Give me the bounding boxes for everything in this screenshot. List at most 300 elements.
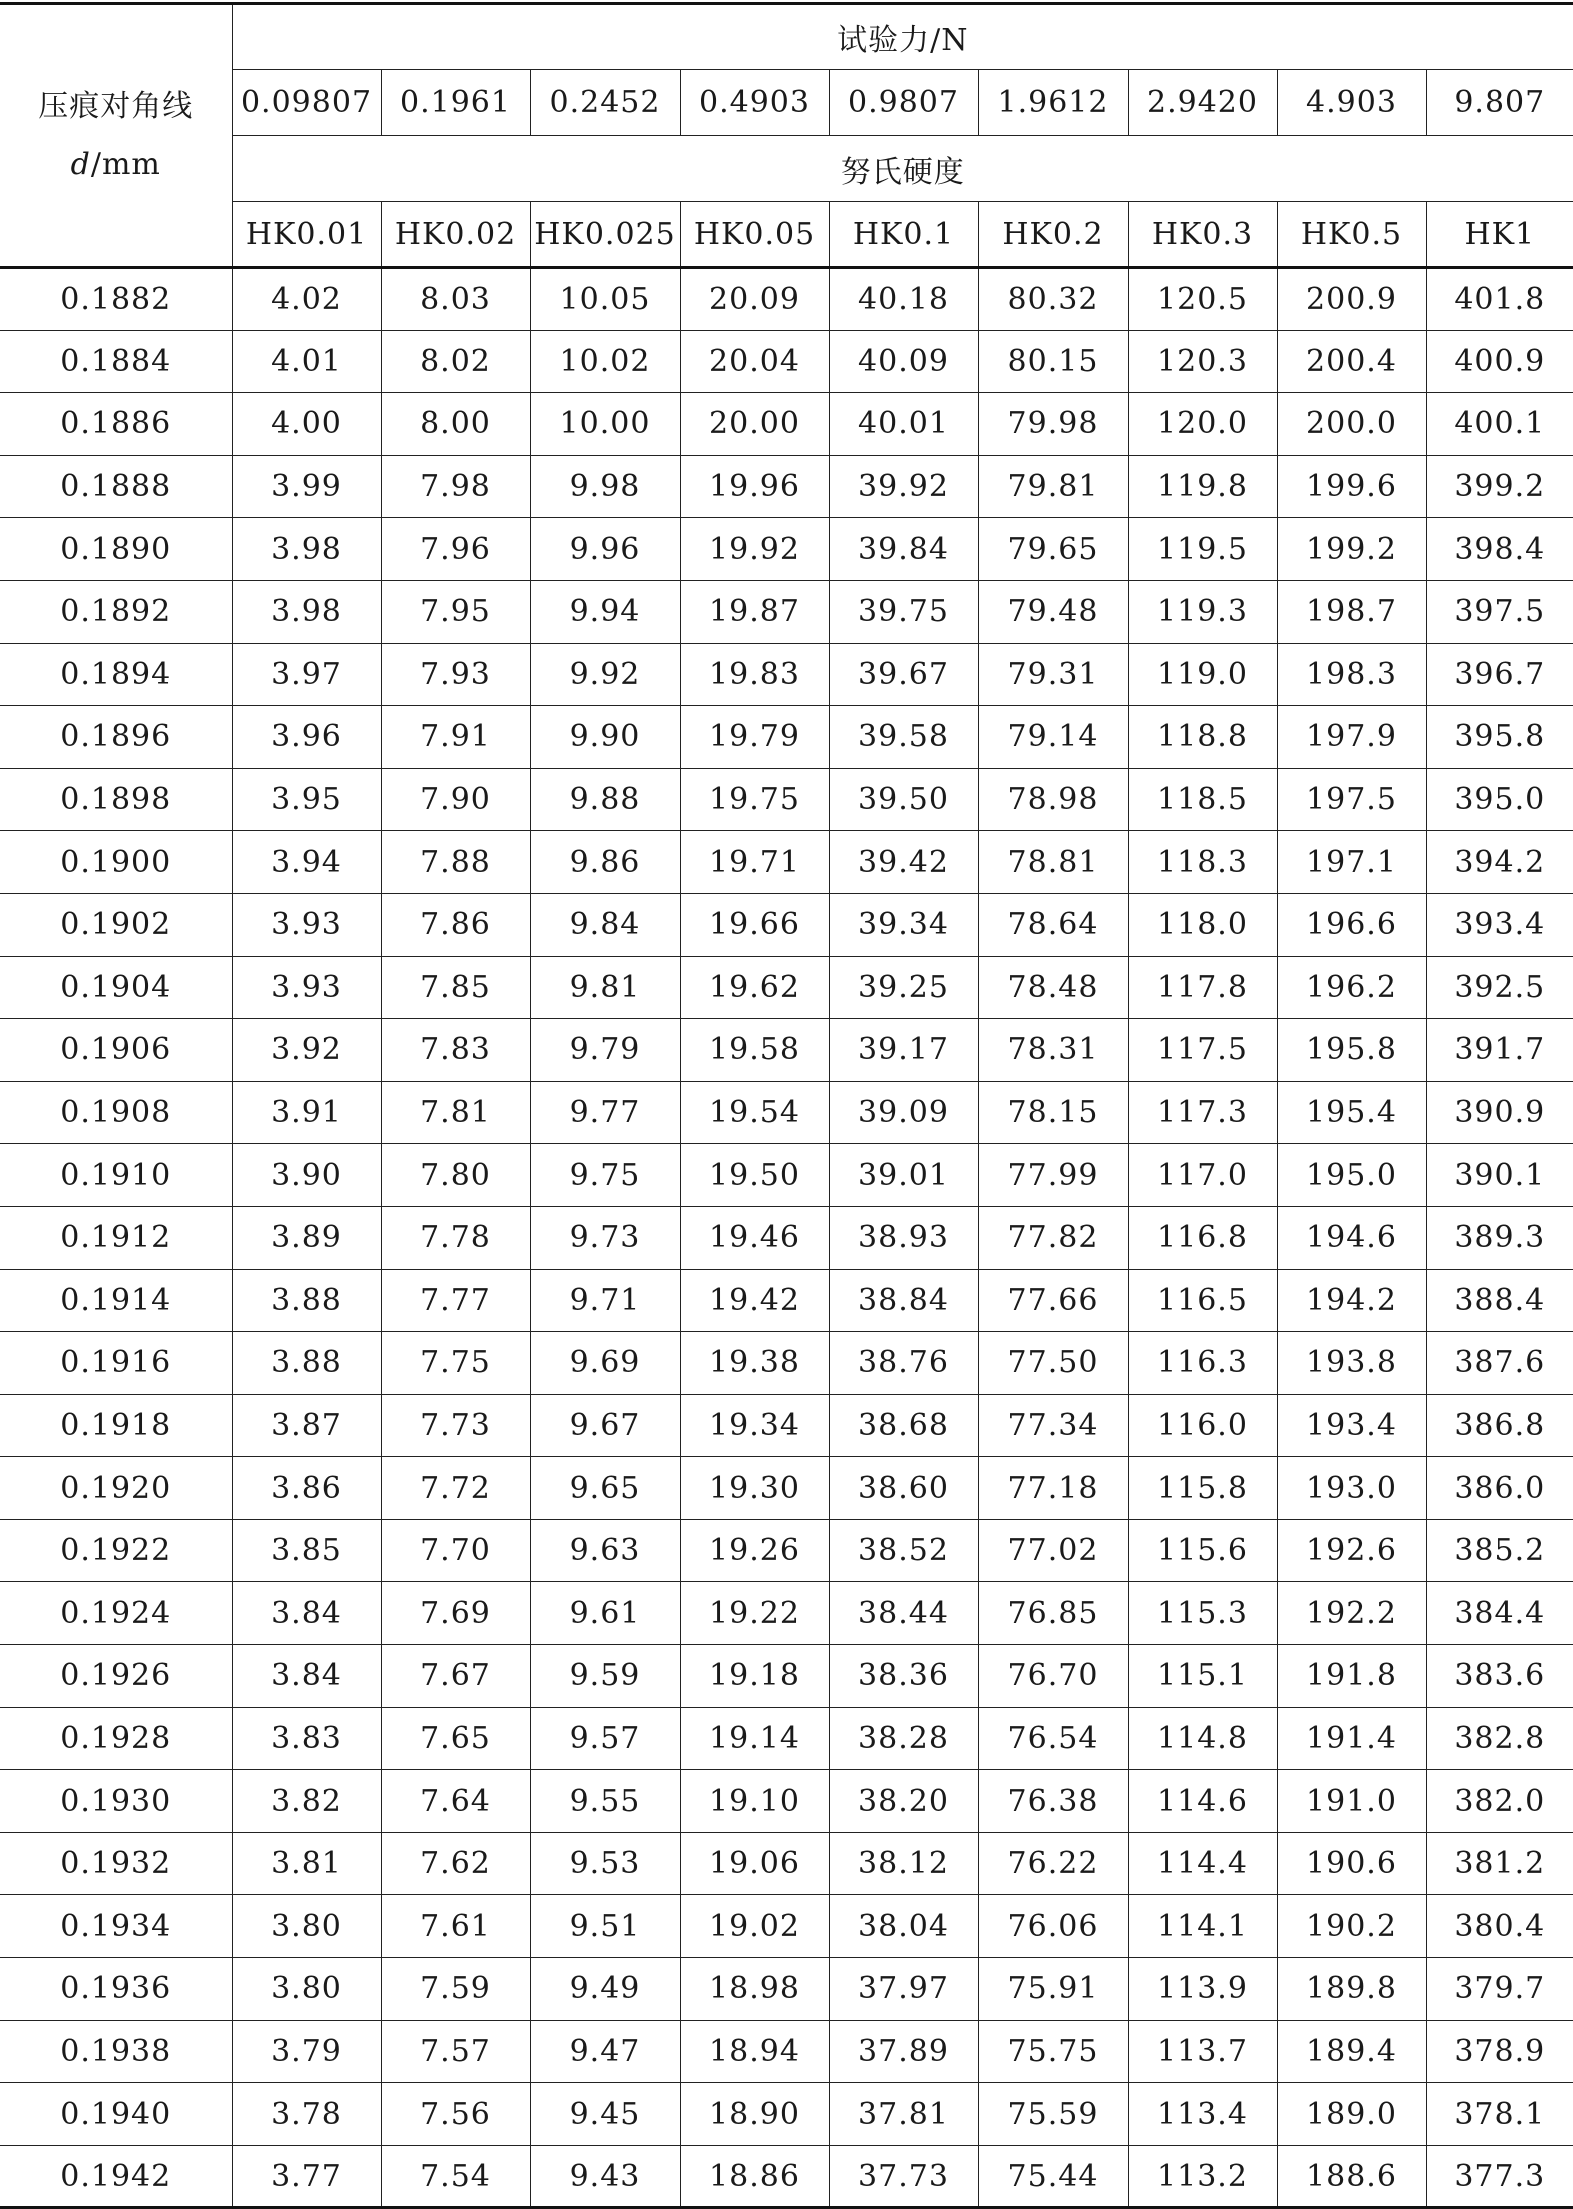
hardness-value-cell: 79.98: [978, 393, 1128, 456]
hardness-value-cell: 9.90: [530, 706, 680, 769]
hardness-value-cell: 195.8: [1277, 1019, 1426, 1082]
hardness-value-cell: 9.84: [530, 893, 680, 956]
table-row: [0, 1269, 1573, 1332]
hardness-value-cell: 7.65: [381, 1707, 530, 1770]
hardness-value-cell: 8.00: [381, 393, 530, 456]
hardness-value-cell: 19.22: [680, 1582, 829, 1645]
hardness-value-cell: 18.98: [680, 1958, 829, 2021]
table-row: [0, 518, 1573, 581]
hardness-value-cell: 79.14: [978, 706, 1128, 769]
hardness-value-cell: 20.04: [680, 330, 829, 393]
hardness-value-cell: 200.4: [1277, 330, 1426, 393]
hardness-value-cell: 7.95: [381, 580, 530, 643]
hardness-value-cell: 76.54: [978, 1707, 1128, 1770]
table-row: [0, 2145, 1573, 2208]
hardness-value-cell: 120.3: [1128, 330, 1277, 393]
hardness-value-cell: 188.6: [1277, 2145, 1426, 2208]
hardness-value-cell: 19.71: [680, 831, 829, 894]
hardness-value-cell: 75.44: [978, 2145, 1128, 2208]
hardness-value-cell: 38.68: [829, 1394, 978, 1457]
hardness-value-cell: 390.9: [1426, 1081, 1573, 1144]
hardness-value-cell: 114.6: [1128, 1770, 1277, 1833]
hardness-value-cell: 7.75: [381, 1332, 530, 1395]
hardness-value-cell: 37.97: [829, 1958, 978, 2021]
hardness-value-cell: 378.1: [1426, 2083, 1573, 2146]
hardness-value-cell: 38.52: [829, 1519, 978, 1582]
diagonal-value-cell: 0.1912: [0, 1206, 232, 1269]
hardness-value-cell: 79.31: [978, 643, 1128, 706]
hardness-value-cell: 193.0: [1277, 1457, 1426, 1520]
table-row: [0, 393, 1573, 456]
hardness-value-cell: 38.93: [829, 1206, 978, 1269]
hardness-value-cell: 119.3: [1128, 580, 1277, 643]
hardness-value-cell: 9.51: [530, 1895, 680, 1958]
hardness-value-cell: 3.96: [232, 706, 381, 769]
hardness-value-cell: 197.5: [1277, 768, 1426, 831]
diagonal-value-cell: 0.1898: [0, 768, 232, 831]
diagonal-value-cell: 0.1906: [0, 1019, 232, 1082]
test-force-cell: 2.9420: [1128, 70, 1277, 136]
hardness-value-cell: 114.1: [1128, 1895, 1277, 1958]
hardness-value-cell: 40.18: [829, 268, 978, 331]
hardness-value-cell: 9.86: [530, 831, 680, 894]
hardness-value-cell: 3.99: [232, 455, 381, 518]
hardness-value-cell: 38.76: [829, 1332, 978, 1395]
hardness-value-cell: 78.48: [978, 956, 1128, 1019]
hardness-value-cell: 7.77: [381, 1269, 530, 1332]
hardness-value-cell: 7.70: [381, 1519, 530, 1582]
diagonal-value-cell: 0.1888: [0, 455, 232, 518]
hardness-value-cell: 39.75: [829, 580, 978, 643]
diagonal-value-cell: 0.1924: [0, 1582, 232, 1645]
hardness-value-cell: 7.93: [381, 643, 530, 706]
hardness-value-cell: 77.50: [978, 1332, 1128, 1395]
hardness-value-cell: 76.22: [978, 1832, 1128, 1895]
hardness-value-cell: 9.77: [530, 1081, 680, 1144]
hardness-value-cell: 39.50: [829, 768, 978, 831]
hardness-value-cell: 76.06: [978, 1895, 1128, 1958]
hardness-value-cell: 115.3: [1128, 1582, 1277, 1645]
diagonal-value-cell: 0.1922: [0, 1519, 232, 1582]
diagonal-value-cell: 0.1910: [0, 1144, 232, 1207]
table-row: [0, 643, 1573, 706]
hardness-value-cell: 7.91: [381, 706, 530, 769]
diagonal-value-cell: 0.1902: [0, 893, 232, 956]
diagonal-value-cell: 0.1892: [0, 580, 232, 643]
table-row: [0, 768, 1573, 831]
hardness-value-cell: 192.2: [1277, 1582, 1426, 1645]
hardness-value-cell: 75.59: [978, 2083, 1128, 2146]
hardness-value-cell: 7.64: [381, 1770, 530, 1833]
hardness-value-cell: 200.9: [1277, 268, 1426, 331]
hardness-value-cell: 7.69: [381, 1582, 530, 1645]
table-body: [0, 268, 1573, 2208]
hardness-value-cell: 382.0: [1426, 1770, 1573, 1833]
hardness-value-cell: 116.0: [1128, 1394, 1277, 1457]
hardness-value-cell: 7.88: [381, 831, 530, 894]
test-force-cell: 1.9612: [978, 70, 1128, 136]
hardness-value-cell: 38.36: [829, 1645, 978, 1708]
hardness-value-cell: 75.91: [978, 1958, 1128, 2021]
hardness-value-cell: 3.83: [232, 1707, 381, 1770]
hardness-value-cell: 9.71: [530, 1269, 680, 1332]
hardness-value-cell: 193.4: [1277, 1394, 1426, 1457]
hardness-value-cell: 7.54: [381, 2145, 530, 2208]
hardness-value-cell: 10.02: [530, 330, 680, 393]
hardness-value-cell: 38.12: [829, 1832, 978, 1895]
table-row: [0, 956, 1573, 1019]
hardness-value-cell: 199.2: [1277, 518, 1426, 581]
hardness-value-cell: 9.92: [530, 643, 680, 706]
hardness-value-cell: 3.79: [232, 2020, 381, 2083]
table-row: [0, 1770, 1573, 1833]
table-row: [0, 893, 1573, 956]
diagonal-value-cell: 0.1916: [0, 1332, 232, 1395]
hardness-value-cell: 19.83: [680, 643, 829, 706]
hardness-value-cell: 3.80: [232, 1958, 381, 2021]
test-force-cell: 0.9807: [829, 70, 978, 136]
hardness-value-cell: 39.25: [829, 956, 978, 1019]
hardness-value-cell: 3.88: [232, 1332, 381, 1395]
hardness-value-cell: 38.04: [829, 1895, 978, 1958]
hardness-value-cell: 113.4: [1128, 2083, 1277, 2146]
hardness-value-cell: 3.78: [232, 2083, 381, 2146]
test-force-cell: 9.807: [1426, 70, 1573, 136]
hardness-value-cell: 39.09: [829, 1081, 978, 1144]
hardness-value-cell: 19.62: [680, 956, 829, 1019]
hardness-value-cell: 7.72: [381, 1457, 530, 1520]
hardness-value-cell: 19.58: [680, 1019, 829, 1082]
hardness-value-cell: 40.09: [829, 330, 978, 393]
hardness-value-cell: 192.6: [1277, 1519, 1426, 1582]
hardness-value-cell: 7.59: [381, 1958, 530, 2021]
table-row: [0, 268, 1573, 331]
hardness-value-cell: 3.85: [232, 1519, 381, 1582]
diagonal-value-cell: 0.1926: [0, 1645, 232, 1708]
hardness-value-cell: 117.5: [1128, 1019, 1277, 1082]
diagonal-value-cell: 0.1904: [0, 956, 232, 1019]
table-row: [0, 1707, 1573, 1770]
hardness-value-cell: 195.0: [1277, 1144, 1426, 1207]
diagonal-value-cell: 0.1932: [0, 1832, 232, 1895]
diagonal-value-cell: 0.1920: [0, 1457, 232, 1520]
hardness-value-cell: 9.53: [530, 1832, 680, 1895]
hardness-value-cell: 37.81: [829, 2083, 978, 2146]
diagonal-header-label: 压痕对角线: [38, 88, 194, 124]
hardness-value-cell: 80.15: [978, 330, 1128, 393]
hardness-value-cell: 79.48: [978, 580, 1128, 643]
diagonal-value-cell: 0.1936: [0, 1958, 232, 2021]
hardness-value-cell: 9.69: [530, 1332, 680, 1395]
hardness-value-cell: 3.93: [232, 893, 381, 956]
table-row: [0, 330, 1573, 393]
table-row: [0, 831, 1573, 894]
hardness-value-cell: 19.02: [680, 1895, 829, 1958]
hardness-value-cell: 113.9: [1128, 1958, 1277, 2021]
hardness-value-cell: 18.94: [680, 2020, 829, 2083]
hardness-value-cell: 394.2: [1426, 831, 1573, 894]
hardness-value-cell: 19.50: [680, 1144, 829, 1207]
hardness-value-cell: 3.94: [232, 831, 381, 894]
hardness-value-cell: 381.2: [1426, 1832, 1573, 1895]
hardness-scale-row: [0, 202, 1573, 268]
hardness-value-cell: 78.81: [978, 831, 1128, 894]
hardness-value-cell: 9.61: [530, 1582, 680, 1645]
hardness-value-cell: 191.8: [1277, 1645, 1426, 1708]
hardness-value-cell: 77.99: [978, 1144, 1128, 1207]
test-force-header: 试验力/N: [232, 4, 1573, 70]
hardness-value-cell: 379.7: [1426, 1958, 1573, 2021]
hardness-scale-cell: HK0.3: [1128, 202, 1277, 268]
diagonal-value-cell: 0.1884: [0, 330, 232, 393]
hardness-value-cell: 39.17: [829, 1019, 978, 1082]
hardness-scale-cell: HK1: [1426, 202, 1573, 268]
hardness-value-cell: 38.44: [829, 1582, 978, 1645]
hardness-scale-cell: HK0.2: [978, 202, 1128, 268]
hardness-value-cell: 37.73: [829, 2145, 978, 2208]
hardness-value-cell: 9.43: [530, 2145, 680, 2208]
diagonal-value-cell: 0.1928: [0, 1707, 232, 1770]
hardness-value-cell: 193.8: [1277, 1332, 1426, 1395]
hardness-value-cell: 398.4: [1426, 518, 1573, 581]
hardness-value-cell: 189.0: [1277, 2083, 1426, 2146]
hardness-value-cell: 3.97: [232, 643, 381, 706]
hardness-scale-cell: HK0.02: [381, 202, 530, 268]
hardness-value-cell: 3.82: [232, 1770, 381, 1833]
hardness-value-cell: 39.58: [829, 706, 978, 769]
hardness-value-cell: 7.85: [381, 956, 530, 1019]
hardness-value-cell: 3.92: [232, 1019, 381, 1082]
hardness-value-cell: 190.2: [1277, 1895, 1426, 1958]
table-row: [0, 1582, 1573, 1645]
hardness-value-cell: 198.3: [1277, 643, 1426, 706]
hardness-value-cell: 19.92: [680, 518, 829, 581]
hardness-value-cell: 396.7: [1426, 643, 1573, 706]
hardness-value-cell: 115.1: [1128, 1645, 1277, 1708]
hardness-value-cell: 119.8: [1128, 455, 1277, 518]
hardness-value-cell: 191.0: [1277, 1770, 1426, 1833]
diagonal-value-cell: 0.1882: [0, 268, 232, 331]
hardness-value-cell: 19.42: [680, 1269, 829, 1332]
diagonal-value-cell: 0.1896: [0, 706, 232, 769]
hardness-value-cell: 77.82: [978, 1206, 1128, 1269]
hardness-value-cell: 76.38: [978, 1770, 1128, 1833]
hardness-value-cell: 39.67: [829, 643, 978, 706]
hardness-value-cell: 9.81: [530, 956, 680, 1019]
hardness-value-cell: 38.84: [829, 1269, 978, 1332]
diagonal-value-cell: 0.1942: [0, 2145, 232, 2208]
hardness-value-cell: 196.6: [1277, 893, 1426, 956]
hardness-value-cell: 38.28: [829, 1707, 978, 1770]
hardness-value-cell: 19.66: [680, 893, 829, 956]
diagonal-value-cell: 0.1940: [0, 2083, 232, 2146]
hardness-value-cell: 19.10: [680, 1770, 829, 1833]
hardness-value-cell: 75.75: [978, 2020, 1128, 2083]
hardness-value-cell: 3.86: [232, 1457, 381, 1520]
hardness-value-cell: 385.2: [1426, 1519, 1573, 1582]
diagonal-value-cell: 0.1890: [0, 518, 232, 581]
hardness-value-cell: 19.14: [680, 1707, 829, 1770]
hardness-value-cell: 114.8: [1128, 1707, 1277, 1770]
diagonal-value-cell: 0.1886: [0, 393, 232, 456]
hardness-value-cell: 20.00: [680, 393, 829, 456]
hardness-value-cell: 79.65: [978, 518, 1128, 581]
hardness-value-cell: 194.6: [1277, 1206, 1426, 1269]
hardness-value-cell: 3.87: [232, 1394, 381, 1457]
hardness-value-cell: 19.79: [680, 706, 829, 769]
hardness-value-cell: 198.7: [1277, 580, 1426, 643]
table-row: [0, 1019, 1573, 1082]
hardness-value-cell: 386.0: [1426, 1457, 1573, 1520]
hardness-value-cell: 189.4: [1277, 2020, 1426, 2083]
hardness-value-cell: 116.3: [1128, 1332, 1277, 1395]
table-row: [0, 580, 1573, 643]
hardness-value-cell: 9.96: [530, 518, 680, 581]
hardness-value-cell: 389.3: [1426, 1206, 1573, 1269]
hardness-value-cell: 117.3: [1128, 1081, 1277, 1144]
hardness-value-cell: 388.4: [1426, 1269, 1573, 1332]
hardness-value-cell: 118.8: [1128, 706, 1277, 769]
hardness-value-cell: 9.65: [530, 1457, 680, 1520]
test-force-cell: 0.4903: [680, 70, 829, 136]
diagonal-value-cell: 0.1930: [0, 1770, 232, 1833]
hardness-value-cell: 9.59: [530, 1645, 680, 1708]
hardness-value-cell: 197.9: [1277, 706, 1426, 769]
hardness-value-cell: 395.0: [1426, 768, 1573, 831]
hardness-value-cell: 8.02: [381, 330, 530, 393]
hardness-value-cell: 3.98: [232, 580, 381, 643]
hardness-value-cell: 119.0: [1128, 643, 1277, 706]
hardness-value-cell: 200.0: [1277, 393, 1426, 456]
hardness-value-cell: 19.26: [680, 1519, 829, 1582]
hardness-value-cell: 4.02: [232, 268, 381, 331]
hardness-value-cell: 7.56: [381, 2083, 530, 2146]
hardness-value-cell: 7.78: [381, 1206, 530, 1269]
hardness-value-cell: 18.86: [680, 2145, 829, 2208]
hardness-value-cell: 9.73: [530, 1206, 680, 1269]
table-row: [0, 1832, 1573, 1895]
hardness-value-cell: 38.60: [829, 1457, 978, 1520]
table-row: [0, 1394, 1573, 1457]
hardness-value-cell: 7.96: [381, 518, 530, 581]
hardness-value-cell: 3.88: [232, 1269, 381, 1332]
hardness-value-cell: 77.18: [978, 1457, 1128, 1520]
hardness-value-cell: 116.8: [1128, 1206, 1277, 1269]
table-row: [0, 1332, 1573, 1395]
diagonal-value-cell: 0.1914: [0, 1269, 232, 1332]
hardness-value-cell: 7.81: [381, 1081, 530, 1144]
hardness-value-cell: 10.05: [530, 268, 680, 331]
hardness-value-cell: 4.01: [232, 330, 381, 393]
hardness-value-cell: 10.00: [530, 393, 680, 456]
hardness-value-cell: 390.1: [1426, 1144, 1573, 1207]
hardness-value-cell: 77.34: [978, 1394, 1128, 1457]
hardness-value-cell: 7.86: [381, 893, 530, 956]
hardness-value-cell: 7.73: [381, 1394, 530, 1457]
hardness-value-cell: 20.09: [680, 268, 829, 331]
hardness-value-cell: 116.5: [1128, 1269, 1277, 1332]
hardness-value-cell: 397.5: [1426, 580, 1573, 643]
hardness-value-cell: 400.9: [1426, 330, 1573, 393]
diagonal-value-cell: 0.1938: [0, 2020, 232, 2083]
hardness-value-cell: 3.91: [232, 1081, 381, 1144]
hardness-value-cell: 392.5: [1426, 956, 1573, 1019]
hardness-value-cell: 7.83: [381, 1019, 530, 1082]
table-row: [0, 1206, 1573, 1269]
table-row: [0, 1645, 1573, 1708]
hardness-value-cell: 3.98: [232, 518, 381, 581]
hardness-value-cell: 393.4: [1426, 893, 1573, 956]
hardness-value-cell: 197.1: [1277, 831, 1426, 894]
hardness-value-cell: 3.93: [232, 956, 381, 1019]
hardness-value-cell: 4.00: [232, 393, 381, 456]
hardness-value-cell: 380.4: [1426, 1895, 1573, 1958]
hardness-scale-cell: HK0.05: [680, 202, 829, 268]
hardness-value-cell: 37.89: [829, 2020, 978, 2083]
hardness-value-cell: 400.1: [1426, 393, 1573, 456]
hardness-value-cell: 199.6: [1277, 455, 1426, 518]
table-row: [0, 1519, 1573, 1582]
hardness-value-cell: 3.89: [232, 1206, 381, 1269]
hardness-value-cell: 9.45: [530, 2083, 680, 2146]
hardness-value-cell: 115.6: [1128, 1519, 1277, 1582]
hardness-value-cell: 7.98: [381, 455, 530, 518]
hardness-value-cell: 399.2: [1426, 455, 1573, 518]
hardness-value-cell: 3.80: [232, 1895, 381, 1958]
hardness-value-cell: 78.98: [978, 768, 1128, 831]
hardness-value-cell: 382.8: [1426, 1707, 1573, 1770]
hardness-value-cell: 9.98: [530, 455, 680, 518]
hardness-value-cell: 18.90: [680, 2083, 829, 2146]
hardness-value-cell: 39.84: [829, 518, 978, 581]
table-row: [0, 1895, 1573, 1958]
hardness-value-cell: 76.85: [978, 1582, 1128, 1645]
hardness-value-cell: 386.8: [1426, 1394, 1573, 1457]
knoop-hardness-header: 努氏硬度: [232, 136, 1573, 202]
diagonal-value-cell: 0.1908: [0, 1081, 232, 1144]
hardness-value-cell: 7.67: [381, 1645, 530, 1708]
hardness-value-cell: 114.4: [1128, 1832, 1277, 1895]
hardness-value-cell: 3.81: [232, 1832, 381, 1895]
hardness-value-cell: 8.03: [381, 268, 530, 331]
hardness-value-cell: 9.94: [530, 580, 680, 643]
hardness-value-cell: 118.5: [1128, 768, 1277, 831]
hardness-value-cell: 78.15: [978, 1081, 1128, 1144]
hardness-value-cell: 9.67: [530, 1394, 680, 1457]
hardness-value-cell: 78.31: [978, 1019, 1128, 1082]
diagonal-unit: /mm: [90, 146, 161, 182]
hardness-value-cell: 39.01: [829, 1144, 978, 1207]
hardness-value-cell: 9.57: [530, 1707, 680, 1770]
hardness-value-cell: 19.96: [680, 455, 829, 518]
hardness-value-cell: 196.2: [1277, 956, 1426, 1019]
hardness-value-cell: 9.75: [530, 1144, 680, 1207]
hardness-value-cell: 76.70: [978, 1645, 1128, 1708]
hardness-value-cell: 9.88: [530, 768, 680, 831]
test-force-row: [0, 70, 1573, 136]
table-row: [0, 2020, 1573, 2083]
hardness-value-cell: 119.5: [1128, 518, 1277, 581]
hardness-value-cell: 117.8: [1128, 956, 1277, 1019]
hardness-value-cell: 39.34: [829, 893, 978, 956]
hardness-value-cell: 120.5: [1128, 268, 1277, 331]
hardness-value-cell: 7.62: [381, 1832, 530, 1895]
hardness-value-cell: 40.01: [829, 393, 978, 456]
hardness-value-cell: 113.7: [1128, 2020, 1277, 2083]
hardness-value-cell: 118.0: [1128, 893, 1277, 956]
hardness-value-cell: 39.92: [829, 455, 978, 518]
table-row: [0, 1958, 1573, 2021]
